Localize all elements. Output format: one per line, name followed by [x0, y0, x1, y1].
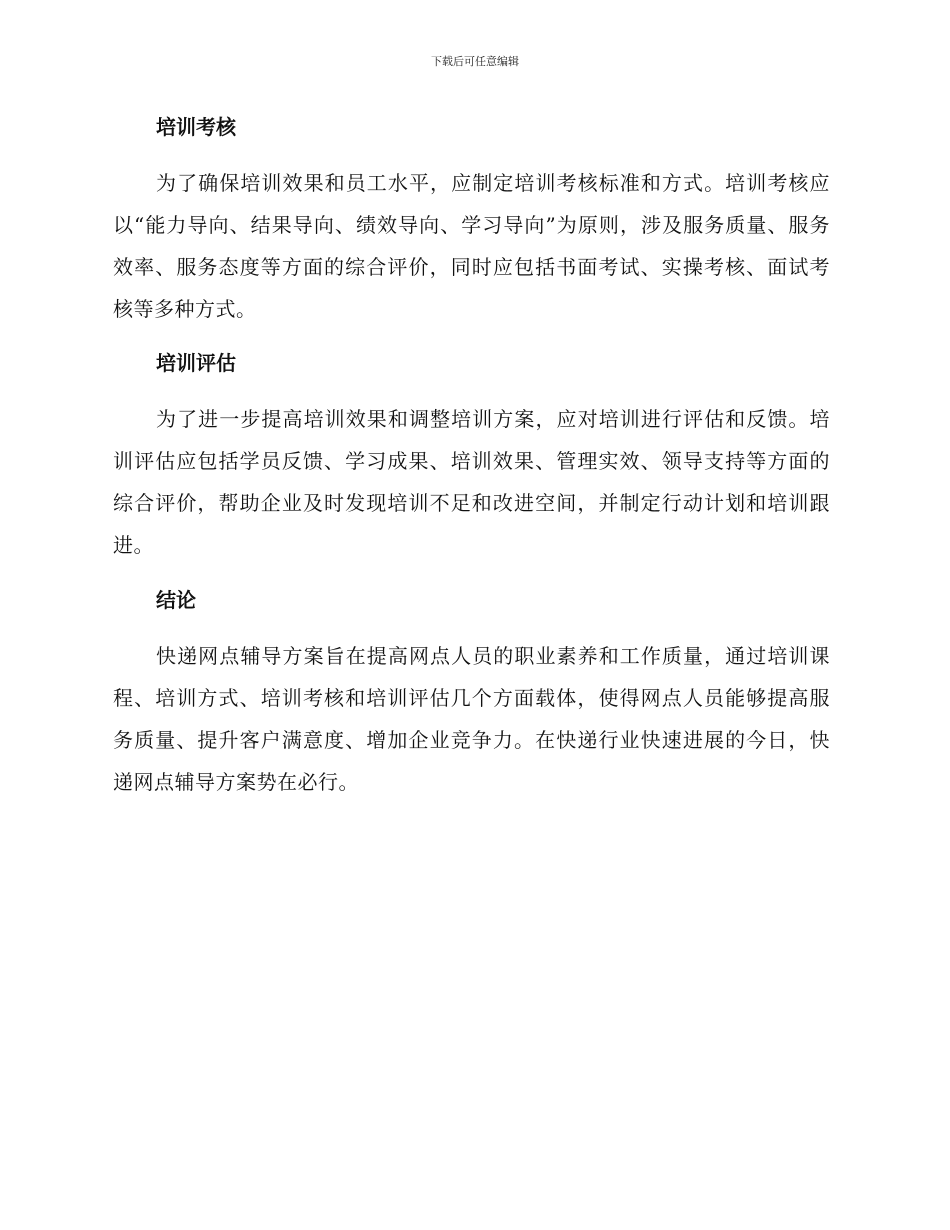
section-heading: 培训评估	[156, 351, 236, 375]
section-heading: 培训考核	[156, 115, 236, 139]
section-heading: 结论	[156, 588, 196, 612]
section-conclusion	[113, 585, 830, 794]
section-paragraph: 为了确保培训效果和员工水平，应制定培训考核标准和方式。培训考核应以“能力导向、结果导向、绩效导向、学习导向”为原则，涉及服务质量、服务效率、服务态度等方面的综合评价，同时应包括书面考试、实操考核、面试考核等多种方式。	[113, 171, 830, 321]
section-training-evaluation	[113, 348, 830, 557]
section-paragraph: 快递网点辅导方案旨在提高网点人员的职业素养和工作质量，通过培训课程、培训方式、培训考核和培训评估几个方面载体，使得网点人员能够提高服务质量、提升客户满意度、增加企业竞争力。在快递行业快速进展的今日，快递网点辅导方案势在必行。	[113, 644, 830, 794]
section-paragraph: 为了进一步提高培训效果和调整培训方案，应对培训进行评估和反馈。培训评估应包括学员反馈、学习成果、培训效果、管理实效、领导支持等方面的综合评价，帮助企业及时发现培训不足和改进空间，并制定行动计划和培训跟进。	[113, 407, 830, 557]
page-header: 下载后可任意编辑	[431, 55, 519, 68]
section-training-assessment	[113, 112, 830, 321]
